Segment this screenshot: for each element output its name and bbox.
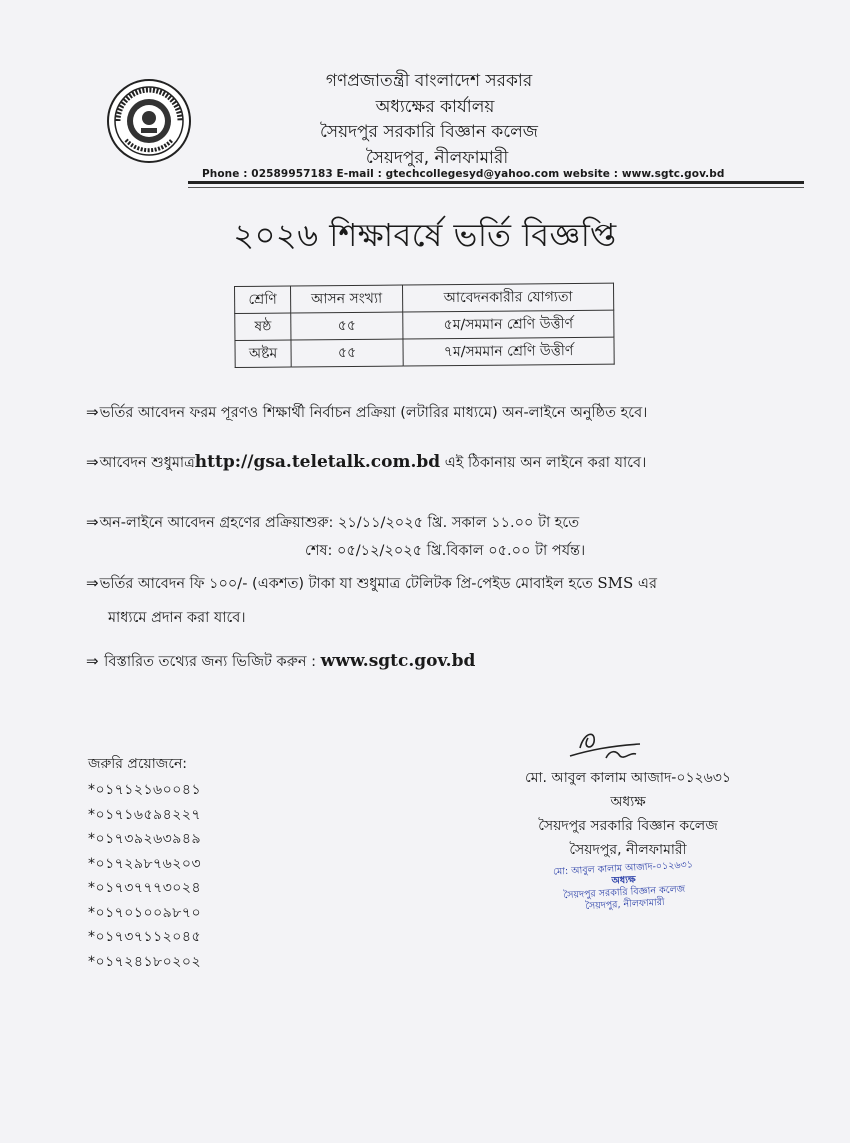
notice-text: এর: [633, 576, 657, 592]
principal-name: মো. আবুল কালাম আজাদ-০১২৬৩১: [525, 770, 731, 786]
header-divider-thin: [188, 187, 804, 188]
handwritten-signature-icon: [550, 728, 650, 764]
cell-class: ষষ্ঠ: [235, 313, 291, 340]
official-stamp: [523, 858, 725, 916]
header-eligibility: আবেদনকারীর যোগ্যতা: [402, 283, 613, 312]
sms-text: SMS: [597, 574, 634, 592]
phone-number: *০১৭২৯৮৭৬২০৩: [88, 855, 202, 872]
college-name: সৈয়দপুর সরকারি বিজ্ঞান কলেজ: [319, 122, 539, 142]
seats-table: [234, 283, 615, 368]
arrow-icon: ⇒: [86, 652, 99, 670]
phone-number: *০১৭৩৯২৬৩৯৪৯: [88, 831, 202, 847]
notice-application-start: [86, 512, 579, 536]
principal-designation: অধ্যক্ষ: [610, 794, 646, 810]
phone-number: *০১৭৩৭১১২০৪৫: [88, 929, 202, 945]
notice-text: বিস্তারিত তথ্যের জন্য ভিজিট করুন :: [99, 654, 321, 670]
stamp-location: সৈয়দপুর, নীলফামারী: [584, 896, 665, 913]
phone-number: *০১৭২৪১৮০২০২: [88, 953, 202, 970]
notice-application-end: শেষ: ০৫/১২/২০২৫ খ্রি.বিকাল ০৫.০০ টা পর্যন্ত।: [305, 543, 586, 559]
phone-number: *০১৭০১০০৯৮৭০: [88, 904, 202, 921]
table-row: [235, 310, 614, 340]
notice-fee: [86, 573, 657, 597]
office-heading: অধ্যক্ষের কার্যালয়: [375, 97, 495, 117]
stamp-name: মো: আবুল কালাম আজাদ-০১২৬৩১: [552, 859, 694, 878]
notice-title: ২০২৬ শিক্ষাবর্ষে ভর্তি বিজ্ঞপ্তি: [233, 216, 617, 254]
notice-fee-continued: মাধ্যমে প্রদান করা যাবে।: [108, 610, 246, 626]
arrow-icon: ⇒: [86, 513, 99, 531]
phone-number: *০১৭৩৭৭৭৩০২৪: [88, 880, 202, 896]
govt-heading: গণপ্রজাতন্ত্রী বাংলাদেশ সরকার: [325, 71, 533, 91]
header-divider: [188, 181, 804, 184]
contact-line: Phone : 02589957183 E-mail : gtechcollegesyd@yahoo.com website : www.sgtc.gov.bd: [202, 168, 725, 180]
table-row: [235, 337, 614, 367]
arrow-icon: ⇒: [86, 453, 99, 471]
cell-eligibility: ৫ম/সমমান শ্রেণি উত্তীর্ণ: [403, 310, 614, 339]
notice-text: ভর্তির আবেদন ফরম পূরণও শিক্ষার্থী নির্বাচন প্রক্রিয়া (লটারির মাধ্যমে) অন-লাইনে অনুষ্ঠিত হবে।: [99, 405, 648, 421]
cell-eligibility: ৭ম/সমমান শ্রেণি উত্তীর্ণ: [403, 337, 614, 366]
cell-seats: ৫৫: [291, 312, 403, 340]
phone-number: *০১৭১২১৬০০৪১: [88, 782, 202, 798]
arrow-icon: ⇒: [86, 574, 99, 592]
notice-website: [86, 651, 475, 675]
table-header-row: [235, 283, 614, 313]
contacts-label: জরুরি প্রয়োজনে:: [88, 756, 188, 772]
cell-class: অষ্টম: [235, 340, 291, 367]
website-link[interactable]: www.sgtc.gov.bd: [320, 651, 476, 671]
arrow-icon: ⇒: [86, 403, 99, 421]
stamp-college: সৈয়দপুর সরকারি বিজ্ঞান কলেজ: [563, 883, 686, 902]
signature-college: সৈয়দপুর সরকারি বিজ্ঞান কলেজ: [538, 818, 718, 834]
notice-online-process: [86, 402, 647, 426]
notice-text: ভর্তির আবেদন ফি ১০০/- (একশত) টাকা যা শুধুমাত্র টেলিটক প্রি-পেইড মোবাইল হতে: [99, 576, 598, 592]
cell-seats: ৫৫: [291, 339, 403, 367]
emergency-contacts: [88, 752, 201, 974]
notice-text: অন-লাইনে আবেদন গ্রহণের প্রক্রিয়াশুরু: ২১/১১/২০২৫ খ্রি. সকাল ১১.০০ টা হতে: [99, 515, 580, 531]
phone-number: *০১৭১৬৫৯৪২২৭: [88, 806, 202, 823]
header-class: শ্রেণি: [235, 286, 291, 313]
notice-text: আবেদন শুধুমাত্র: [99, 455, 195, 471]
teletalk-link[interactable]: http://gsa.teletalk.com.bd: [194, 452, 441, 472]
signature-location: সৈয়দপুর, নীলফামারী: [569, 842, 687, 858]
stamp-designation: অধ্যক্ষ: [611, 874, 636, 887]
notice-text: এই ঠিকানায় অন লাইনে করা যাবে।: [440, 455, 647, 471]
header-seats: আসন সংখ্যা: [291, 285, 403, 313]
notice-apply-url: [86, 452, 646, 476]
college-location: সৈয়দপুর, নীলফামারী: [365, 148, 509, 168]
